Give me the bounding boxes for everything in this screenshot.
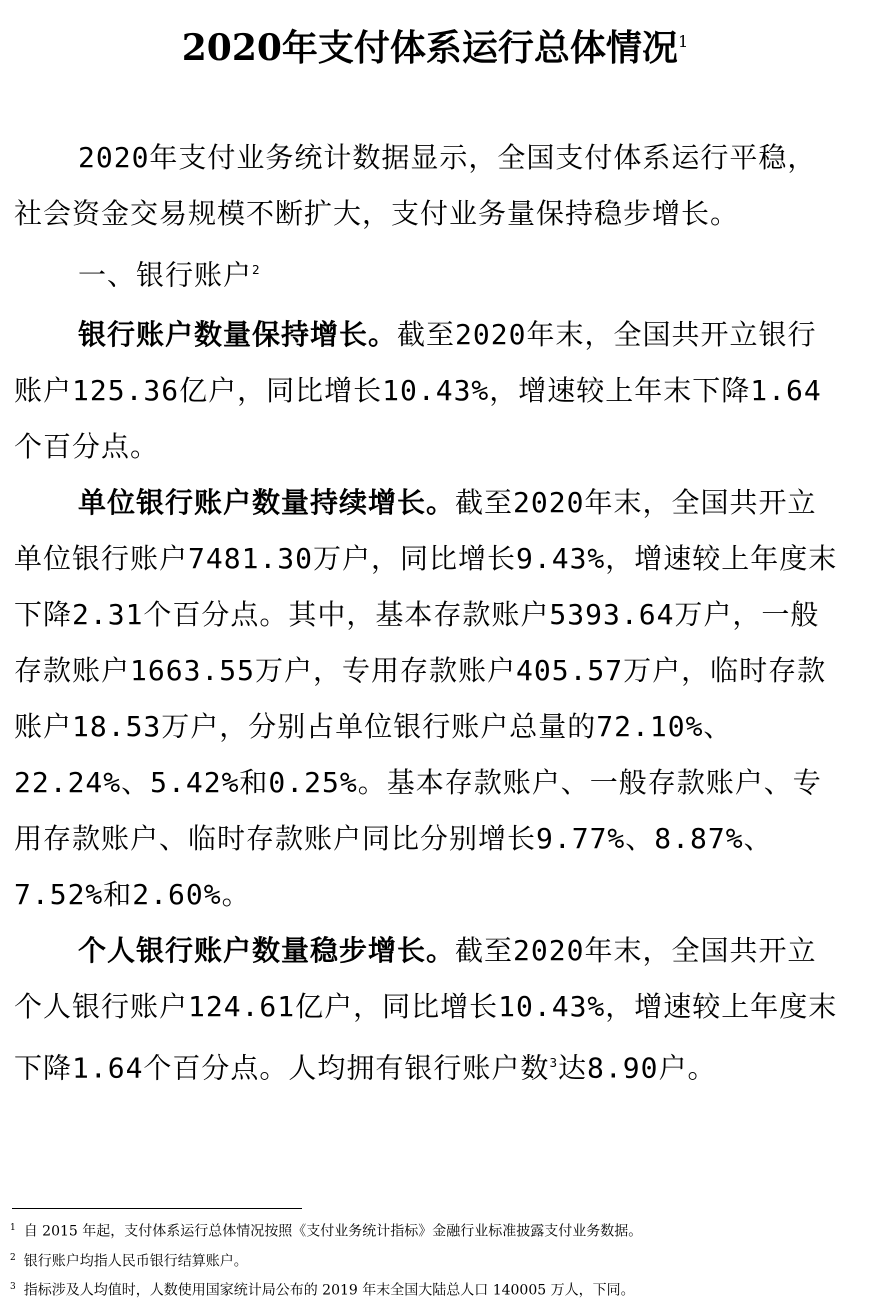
- paragraph-text: 截至2020年末，全国共开立单位银行账户7481.30万户，同比增长9.43%，增速较上年度末下降2.31个百分点。其中，基本存款账户5393.64万户，一般存款账户1663.55万户，专用存款账户405.57万户，临时存款账户18.53万户，分别占单位银行账户总量的72.10%、22.24%、5.42%和0.25%。基本存款账户、一般存款账户、专用存款账户、临时存款账户同比分别增长9.77%、8.87%、7.52%和2.60%。: [14, 486, 838, 912]
- paragraph-lead: 单位银行账户数量持续增长。: [78, 486, 456, 520]
- paragraph-lead: 个人银行账户数量稳步增长。: [78, 934, 456, 968]
- footnote-mark: 1: [10, 1223, 16, 1233]
- paragraph-unit-accounts: [14, 475, 844, 923]
- paragraph-text: 截至2020年末，全国共开立个人银行账户124.61亿户，同比增长10.43%，增速较上年度末下降1.64个百分点。人均拥有银行账户数: [14, 934, 838, 1085]
- paragraph-lead: 银行账户数量保持增长。: [78, 318, 398, 352]
- intro-paragraph: 2020年支付业务统计数据显示，全国支付体系运行平稳，社会资金交易规模不断扩大，支付业务量保持稳步增长。: [14, 141, 817, 230]
- section-footnote-marker: 2: [252, 262, 261, 277]
- footnote-mark: 3: [10, 1282, 16, 1293]
- section-heading-text: 一、银行账户: [78, 258, 253, 292]
- section-heading-bank-accounts: [14, 242, 844, 303]
- title-text: 2020年支付体系运行总体情况: [181, 27, 678, 69]
- footnote-1: [10, 1215, 860, 1245]
- footnote-text: 指标涉及人均值时，人数使用国家统计局公布的 2019 年末全国大陆总人口 140005 万人，下同。: [23, 1282, 635, 1299]
- title-footnote-marker: 1: [677, 32, 689, 51]
- paragraph-bank-accounts: [14, 307, 844, 475]
- footnotes: [10, 1208, 860, 1304]
- paragraph-text-end: 达8.90户。: [558, 1051, 717, 1085]
- footnote-3: [10, 1274, 860, 1304]
- paragraph-personal-accounts: [14, 923, 844, 1096]
- footnote-mark: 2: [10, 1252, 16, 1263]
- document-body: [14, 130, 844, 1097]
- page-title: [0, 14, 870, 76]
- paragraph-text: 截至2020年末，全国共开立银行账户125.36亿户，同比增长10.43%，增速较上年末下降1.64个百分点。: [14, 318, 822, 464]
- footnote-2: [10, 1245, 860, 1275]
- footnote-divider: [12, 1208, 302, 1209]
- footnote-text: 自 2015 年起，支付体系运行总体情况按照《支付业务统计指标》金融行业标准披露支付业务数据。: [23, 1223, 643, 1240]
- inline-footnote-marker: 3: [549, 1055, 559, 1071]
- footnote-text: 银行账户均指人民币银行结算账户。: [23, 1253, 248, 1270]
